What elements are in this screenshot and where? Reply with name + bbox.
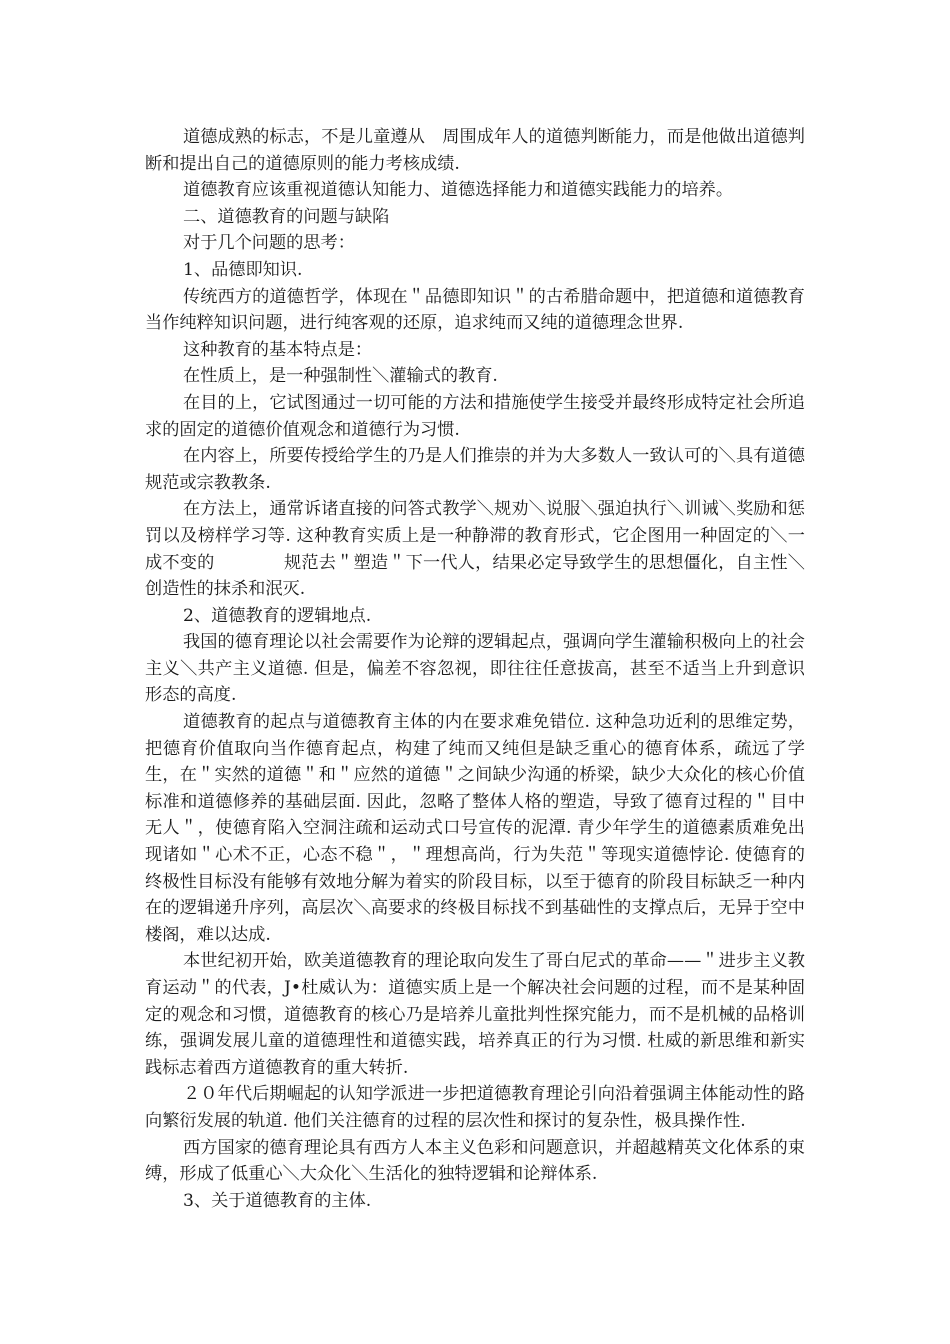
paragraph-dewey: 本世纪初开始，欧美道德教育的理论取向发生了哥白尼式的革命——＂进步主义教育运动＂的代表，J•杜威认为：道德实质上是一个解决社会问题的过程，而不是某种固定的观念和习惯，道德教育的核心乃是培养儿童批判性探究能力，而不是机械的品格训练，强调发展儿童的道德理性和道德实践，培养真正的行为习惯. 杜威的新思维和新实践标志着西方道德教育的重大转折. (145, 951, 805, 1078)
paragraph-western-philosophy: 传统西方的道德哲学，体现在＂品德即知识＂的古希腊命题中，把道德和道德教育当作纯粹知识问题，进行纯客观的还原，追求纯而又纯的道德理念世界. (145, 286, 805, 334)
paragraph-cognitive-school: ２０年代后期崛起的认知学派进一步把道德教育理论引向沿着强调主体能动性的路向繁衍发展的轨道. 他们关注德育的过程的层次性和探讨的复杂性，极具操作性. (145, 1084, 805, 1131)
paragraph-western-theory: 西方国家的德育理论具有西方人本主义色彩和问题意识，并超越精英文化体系的束缚，形成了低重心＼大众化＼生活化的独特逻辑和论辩体系. (145, 1137, 805, 1185)
paragraph-method: 在方法上，通常诉诸直接的问答式教学＼规劝＼说服＼强迫执行＼训诫＼奖励和惩罚以及榜样学习等. 这种教育实质上是一种静滞的教育形式，它企图用一种固定的＼一成不变的 规范去＂塑造＂下一代人，结果必定导致学生的思想僵化，自主性＼创造性的抹杀和泯灭. (145, 499, 805, 600)
paragraph-moral-education-abilities: 道德教育应该重视道德认知能力、道德选择能力和道德实践能力的培养。 (183, 180, 734, 201)
subheading-subject: 3、关于道德教育的主体. (183, 1190, 372, 1211)
paragraph-domestic-theory: 我国的德育理论以社会需要作为论辩的逻辑起点，强调向学生灌输积极向上的社会主义＼共产主义道德. 但是，偏差不容忽视，即往往任意拔高，甚至不适当上升到意识形态的高度. (145, 632, 805, 706)
paragraph-thoughts-intro: 对于几个问题的思考： (183, 233, 355, 254)
paragraph-purpose: 在目的上，它试图通过一切可能的方法和措施使学生接受并最终形成特定社会所追求的固定的道德价值观念和道德行为习惯. (145, 392, 805, 440)
subheading-logical-starting-point: 2、道德教育的逻辑地点. (183, 605, 372, 626)
paragraph-content: 在内容上，所要传授给学生的乃是人们推崇的并为大多数人一致认可的＼具有道德规范或宗教教条. (145, 446, 805, 493)
subheading-virtue-is-knowledge: 1、品德即知识. (183, 259, 303, 280)
section-heading-problems: 二、道德教育的问题与缺陷 (183, 206, 390, 227)
paragraph-nature: 在性质上，是一种强制性＼灌输式的教育. (183, 366, 498, 387)
paragraph-misalignment: 道德教育的起点与道德教育主体的内在要求难免错位. 这种急功近利的思维定势，把德育价值取向当作德育起点，构建了纯而又纯但是缺乏重心的德育体系，疏远了学生，在＂实然的道德＂和＂应然的道德＂之间缺少沟通的桥梁，缺少大众化的核心价值标准和道德修养的基础层面. 因此，忽略了整体人格的塑造，导致了德育过程的＂目中无人＂，使德育陷入空洞注疏和运动式口号宣传的泥潭. 青少年学生的道德素质难免出现诸如＂心术不正，心态不稳＂，＂理想高尚，行为失范＂等现实道德悖论. 使德育的终极性目标没有能够有效地分解为着实的阶段目标，以至于德育的阶段目标缺乏一种内在的逻辑递升序列，高层次＼高要求的终极目标找不到基础性的支撑点后，无异于空中楼阁，难以达成. (145, 712, 805, 945)
document-body (145, 124, 805, 1214)
paragraph-basic-features: 这种教育的基本特点是： (183, 339, 373, 360)
paragraph-moral-maturity: 道德成熟的标志，不是儿童遵从 周围成年人的道德判断能力，而是他做出道德判断和提出自己的道德原则的能力考核成绩. (145, 127, 805, 174)
